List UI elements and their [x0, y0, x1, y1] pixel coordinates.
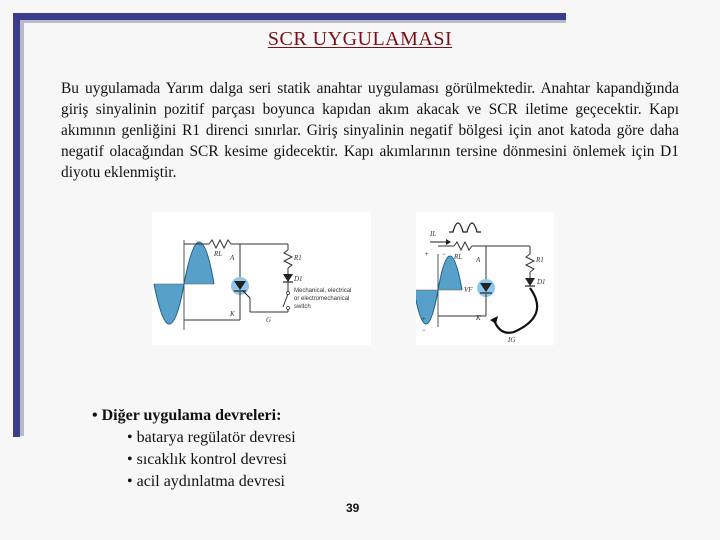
- list-item: • acil aydınlatma devresi: [127, 473, 285, 490]
- diode-icon: [283, 274, 293, 282]
- slide-frame-left-shadow: [20, 18, 24, 436]
- current-arrow-icon: [430, 239, 451, 245]
- label-minus-top: −: [442, 252, 446, 258]
- label-minus-bottom: −: [422, 328, 426, 334]
- label-a: A: [476, 256, 481, 264]
- diode-icon: [525, 278, 535, 286]
- switch-caption-line3: switch: [294, 304, 311, 310]
- list-item: • sıcaklık kontrol devresi: [127, 451, 287, 468]
- label-vf: VF: [464, 286, 473, 294]
- slide-frame-top: [13, 13, 566, 20]
- switch-icon: [283, 292, 290, 310]
- resistor-icon: [454, 242, 472, 250]
- slide-frame-left: [13, 13, 20, 437]
- label-d1: D1: [537, 278, 546, 286]
- pulse-train-icon: [449, 223, 481, 232]
- label-d1: D1: [294, 275, 303, 283]
- label-plus-top: +: [425, 252, 429, 258]
- bullets-heading: • Diğer uygulama devreleri:: [92, 407, 282, 424]
- label-rl: RL: [454, 253, 463, 261]
- page-number: 39: [346, 501, 360, 515]
- label-r1: R1: [294, 254, 302, 262]
- label-rl: RL: [214, 250, 223, 258]
- label-ig: IG: [508, 336, 516, 344]
- circuit-figure-switch: [152, 212, 371, 345]
- sine-wave-icon: [154, 240, 214, 330]
- slide-title: SCR UYGULAMASI: [267, 28, 453, 50]
- label-k: K: [230, 310, 235, 318]
- label-g: G: [266, 316, 272, 324]
- circuit-figure-current-flow: [416, 212, 554, 345]
- label-plus-bottom: +: [422, 317, 426, 323]
- label-r1: R1: [536, 256, 544, 264]
- description-paragraph: Bu uygulamada Yarım dalga seri statik anahtar uygulaması görülmektedir. Anahtar kapandığında giriş sinyalinin pozitif parçası boyunca kapıdan akım akacak ve SCR iletime geçecektir. Kapı akımının genliğini R1 direnci sınırlar. Giriş sinyalinin negatif bölgesi için anot katoda göre daha negatif olacağından SCR kesime gidecektir. Kapı akımlarının tersine dönmesini önlemek için D1 diyotu eklenmiştir.: [61, 80, 679, 181]
- switch-caption-line2: or electromechanical: [294, 296, 350, 302]
- switch-caption-line1: Mechanical, electrical: [294, 288, 352, 294]
- other-applications-list: [92, 405, 296, 493]
- label-il: IL: [430, 230, 437, 238]
- resistor-icon: [209, 240, 231, 248]
- label-k: K: [476, 314, 481, 322]
- list-item: • batarya regülatör devresi: [127, 429, 296, 446]
- label-a: A: [230, 254, 235, 262]
- slide-frame-top-shadow: [20, 20, 566, 23]
